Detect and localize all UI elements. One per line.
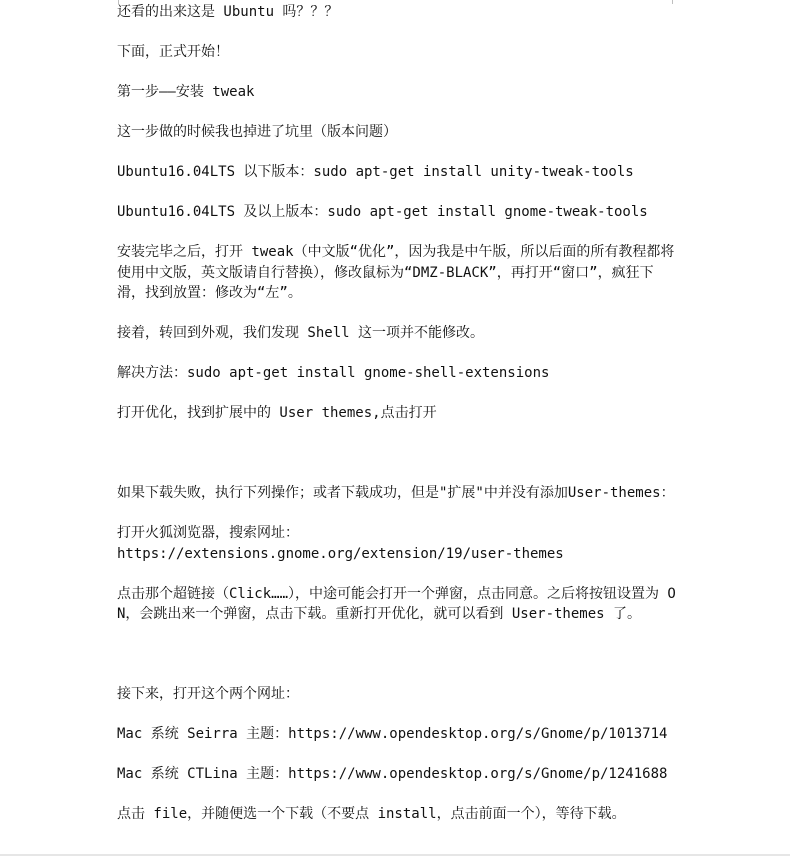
paragraph-version-note: 这一步做的时候我也掉进了坑里（版本问题） bbox=[117, 124, 397, 140]
paragraph-seirra-theme-url: Mac 系统 Seirra 主题：https://www.opendesktop.org/s/Gnome/p/1013714 bbox=[117, 726, 668, 742]
blank-line bbox=[117, 443, 677, 483]
paragraph-intro-question: 还看的出来这是 Ubuntu 吗？？？ bbox=[117, 4, 339, 20]
paragraph-click-link: 点击那个超链接（Click……），中途可能会打开一个弹窗，点击同意。之后将按钮设置为 ON，会跳出来一个弹窗，点击下载。重新打开优化，就可以看到 User-themes 了。 bbox=[117, 585, 676, 622]
paragraph-step-one-heading: 第一步——安装 tweak bbox=[117, 84, 255, 100]
paragraph-download-file: 点击 file，并随便选一个下载（不要点 install，点击前面一个），等待下载。 bbox=[117, 806, 626, 822]
page-corner-mark-left bbox=[96, 0, 119, 4]
paragraph-next-urls: 接下来，打开这个两个网址： bbox=[117, 686, 299, 702]
paragraph-shell-issue: 接着，转回到外观，我们发现 Shell 这一项并不能修改。 bbox=[117, 325, 484, 341]
document-body bbox=[117, 2, 677, 844]
paragraph-enable-user-themes: 打开优化，找到扩展中的 User themes,点击打开 bbox=[117, 405, 437, 421]
paragraph-install-gnome-tweak: Ubuntu16.04LTS 及以上版本：sudo apt-get install gnome-tweak-tools bbox=[117, 204, 648, 220]
blank-line bbox=[117, 644, 677, 684]
paragraph-tweak-settings: 安装完毕之后，打开 tweak（中文版“优化”，因为我是中午版，所以后面的所有教程都将使用中文版，英文版请自行替换），修改鼠标为“DMZ-BLACK”，再打开“窗口”，疯狂下滑，找到放置：修改为“左”。 bbox=[117, 244, 675, 301]
paragraph-install-unity-tweak: Ubuntu16.04LTS 以下版本：sudo apt-get install unity-tweak-tools bbox=[117, 164, 634, 180]
paragraph-ctlina-theme-url: Mac 系统 CTLina 主题：https://www.opendesktop.org/s/Gnome/p/1241688 bbox=[117, 766, 668, 782]
paragraph-download-failure: 如果下载失败，执行下列操作；或者下载成功，但是"扩展"中并没有添加User-themes： bbox=[117, 485, 675, 501]
paragraph-shell-fix: 解决方法：sudo apt-get install gnome-shell-extensions bbox=[117, 365, 550, 381]
paragraph-start: 下面，正式开始！ bbox=[117, 44, 229, 60]
paragraph-firefox-url: 打开火狐浏览器，搜索网址： https://extensions.gnome.org/extension/19/user-themes bbox=[117, 525, 564, 562]
